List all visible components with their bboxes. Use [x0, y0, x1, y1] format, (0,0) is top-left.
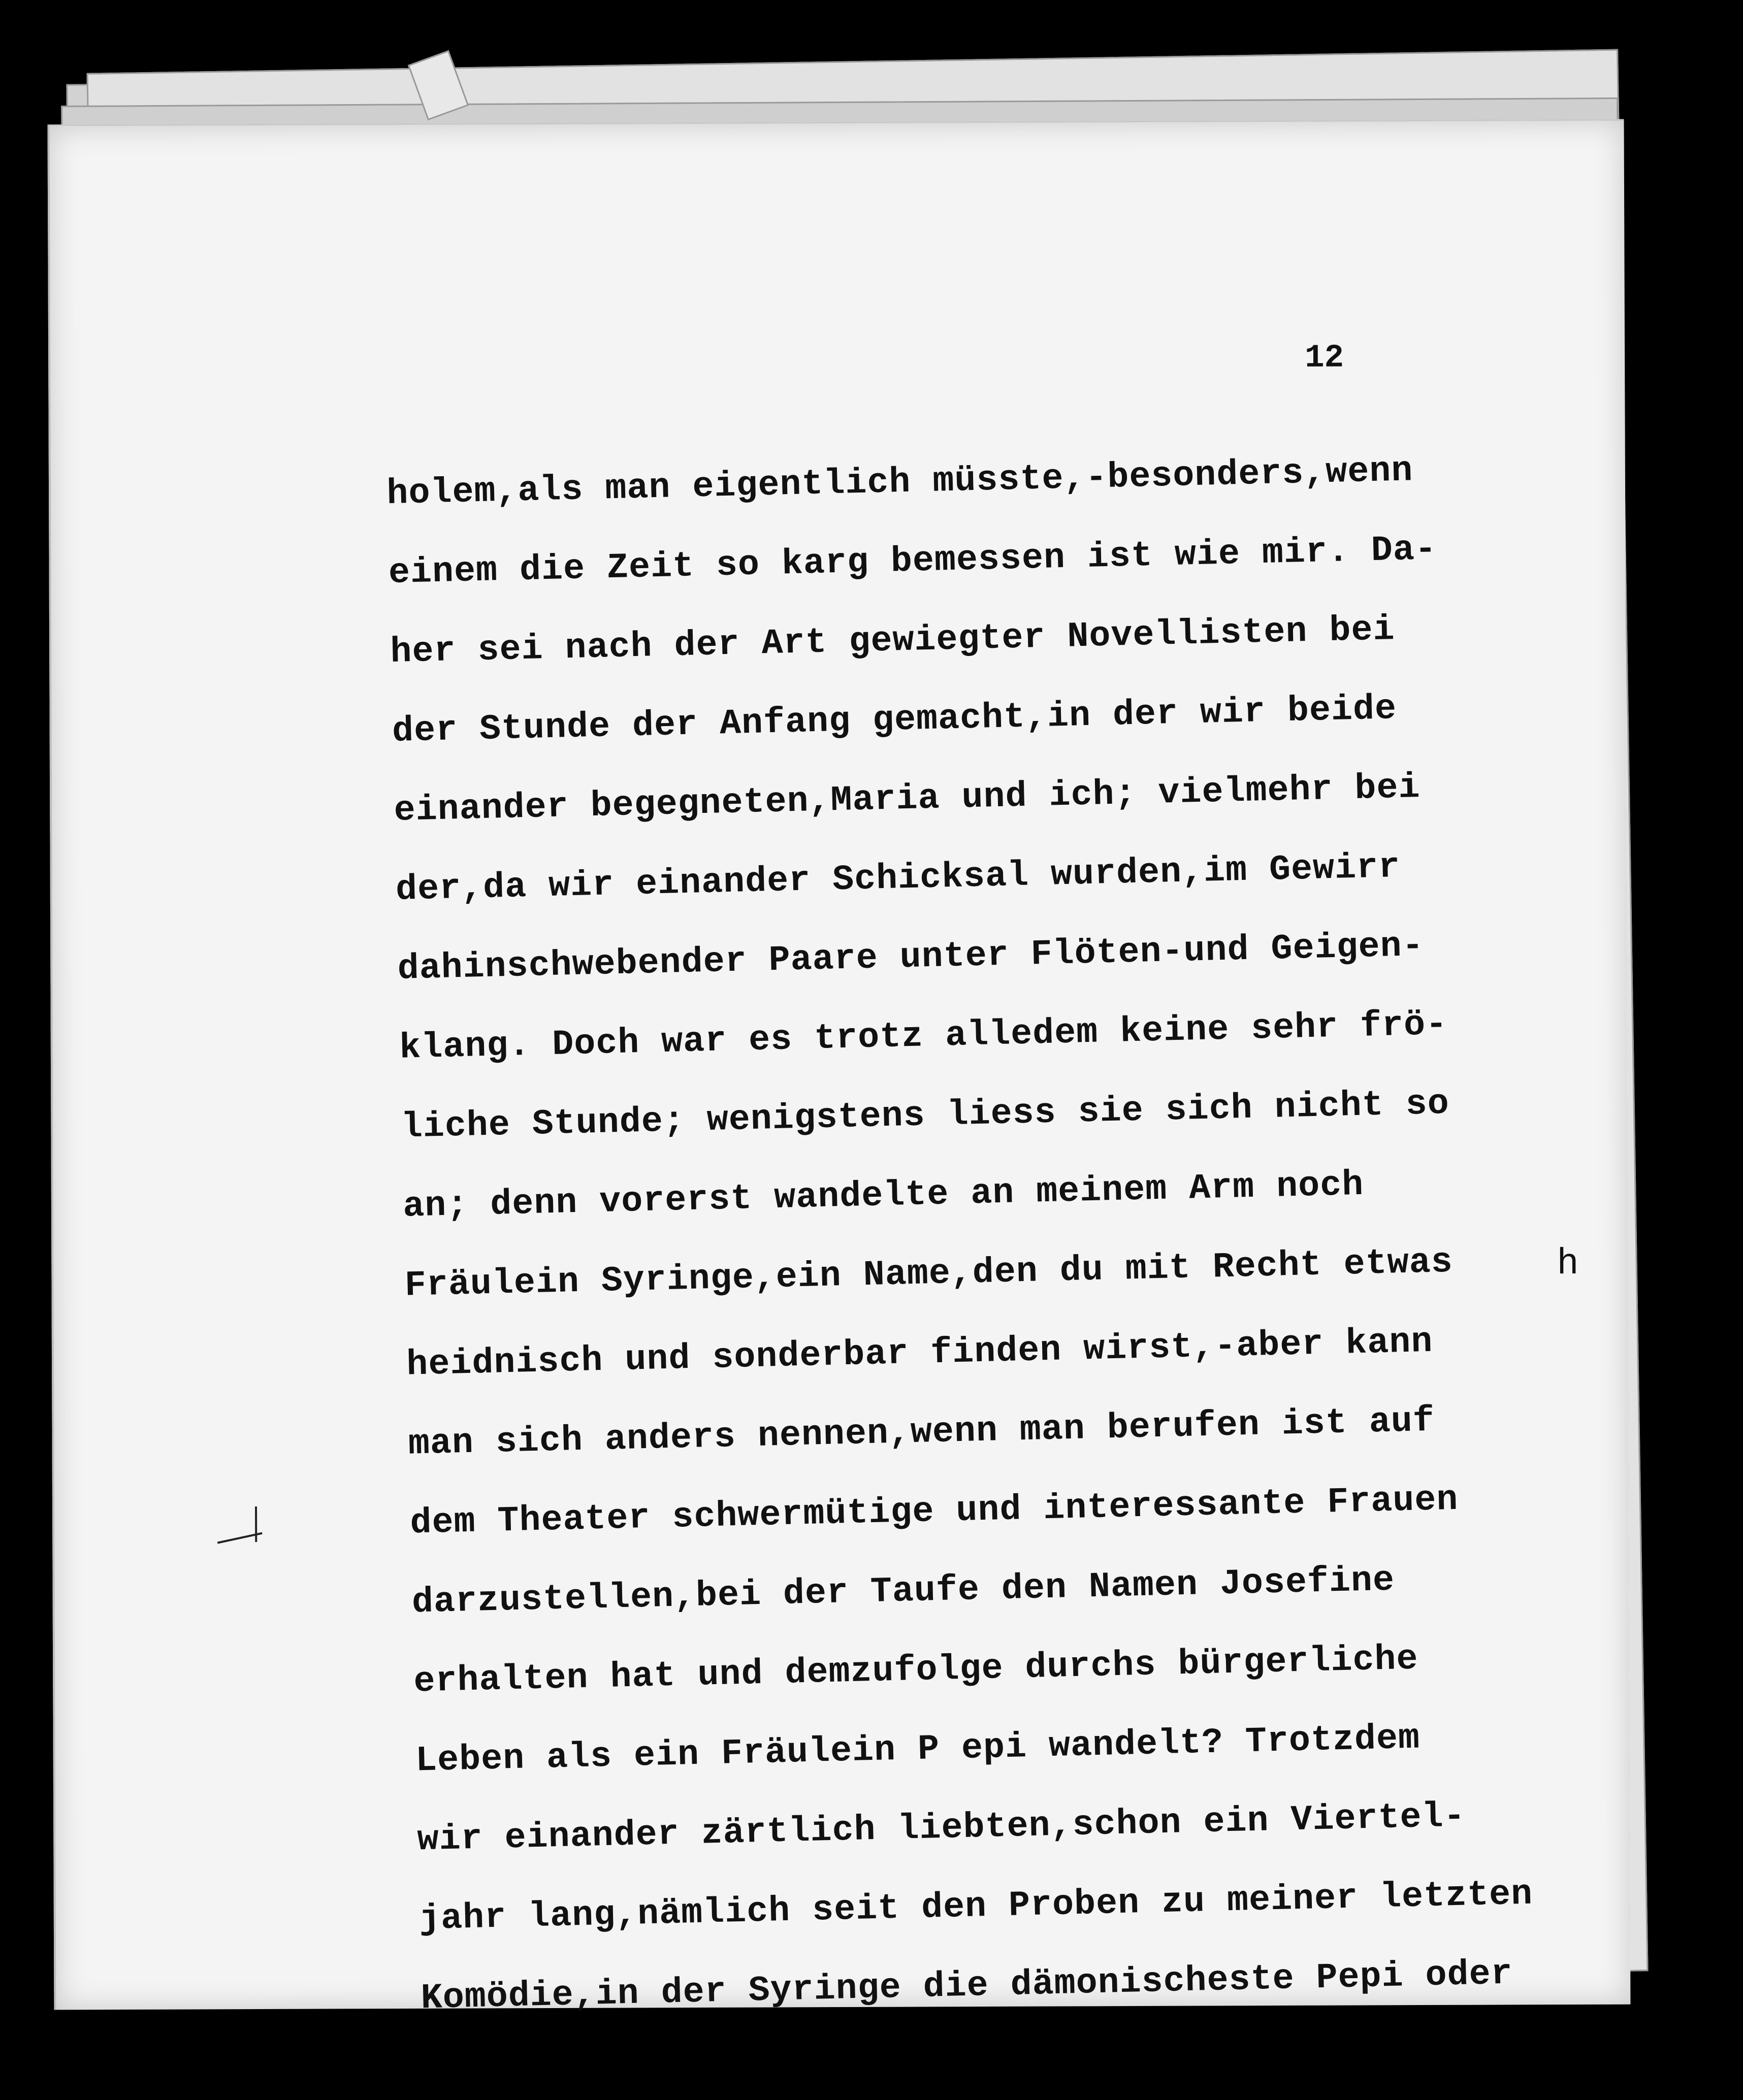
margin-note: h — [1557, 1242, 1579, 1285]
text-line: dahinschwebender Paare unter Flöten-und Geigen- — [397, 926, 1425, 990]
text-line: liche Stunde; wenigstens liess sie sich nicht so — [400, 1084, 1450, 1148]
text-line: Komödie,in der Syringe die dämonischeste Pepi oder — [420, 1954, 1513, 2019]
text-line: wir einander zärtlich liebten,schon ein Viertel- — [416, 1796, 1466, 1861]
text-line: dem Theater schwermütige und interessante Frauen — [409, 1480, 1459, 1544]
margin-tick-mark — [255, 1506, 257, 1542]
text-line: erhalten hat und demzufolge durchs bürgerliche — [413, 1639, 1419, 1702]
body-text — [386, 426, 1681, 2039]
text-line: holem,als man eigentlich müsste,-besonders,wenn — [386, 451, 1414, 515]
text-line: an; denn vorerst wandelte an meinem Arm noch — [402, 1165, 1365, 1227]
text-line: Fräulein Syringe,ein Name,den du mit Recht etwas — [404, 1242, 1454, 1306]
text-line: der Stunde der Anfang gemacht,in der wir beide — [392, 689, 1397, 752]
text-line: her sei nach der Art gewiegter Novellisten bei — [390, 610, 1396, 673]
typewritten-page — [48, 119, 1631, 2019]
text-line: man sich anders nennen,wenn man berufen ist auf — [408, 1401, 1435, 1465]
text-line: einem die Zeit so karg bemessen ist wie mir. Da- — [388, 530, 1437, 594]
text-line: einander begegneten,Maria und ich; vielmehr bei — [393, 768, 1421, 831]
text-line: darzustellen,bei der Taufe den Namen Josefine — [411, 1560, 1395, 1623]
page-number: 12 — [1305, 340, 1344, 377]
text-line: der,da wir einander Schicksal wurden,im Gewirr — [395, 847, 1401, 910]
text-line: jahr lang,nämlich seit den Proben zu meiner letzten — [418, 1874, 1533, 1940]
text-line: klang. Doch war es trotz alledem keine sehr frö- — [399, 1004, 1448, 1069]
text-line: heidnisch und sonderbar finden wirst,-aber kann — [406, 1322, 1434, 1386]
text-line: Leben als ein Fräulein P epi wandelt? Trotzdem — [415, 1718, 1421, 1782]
